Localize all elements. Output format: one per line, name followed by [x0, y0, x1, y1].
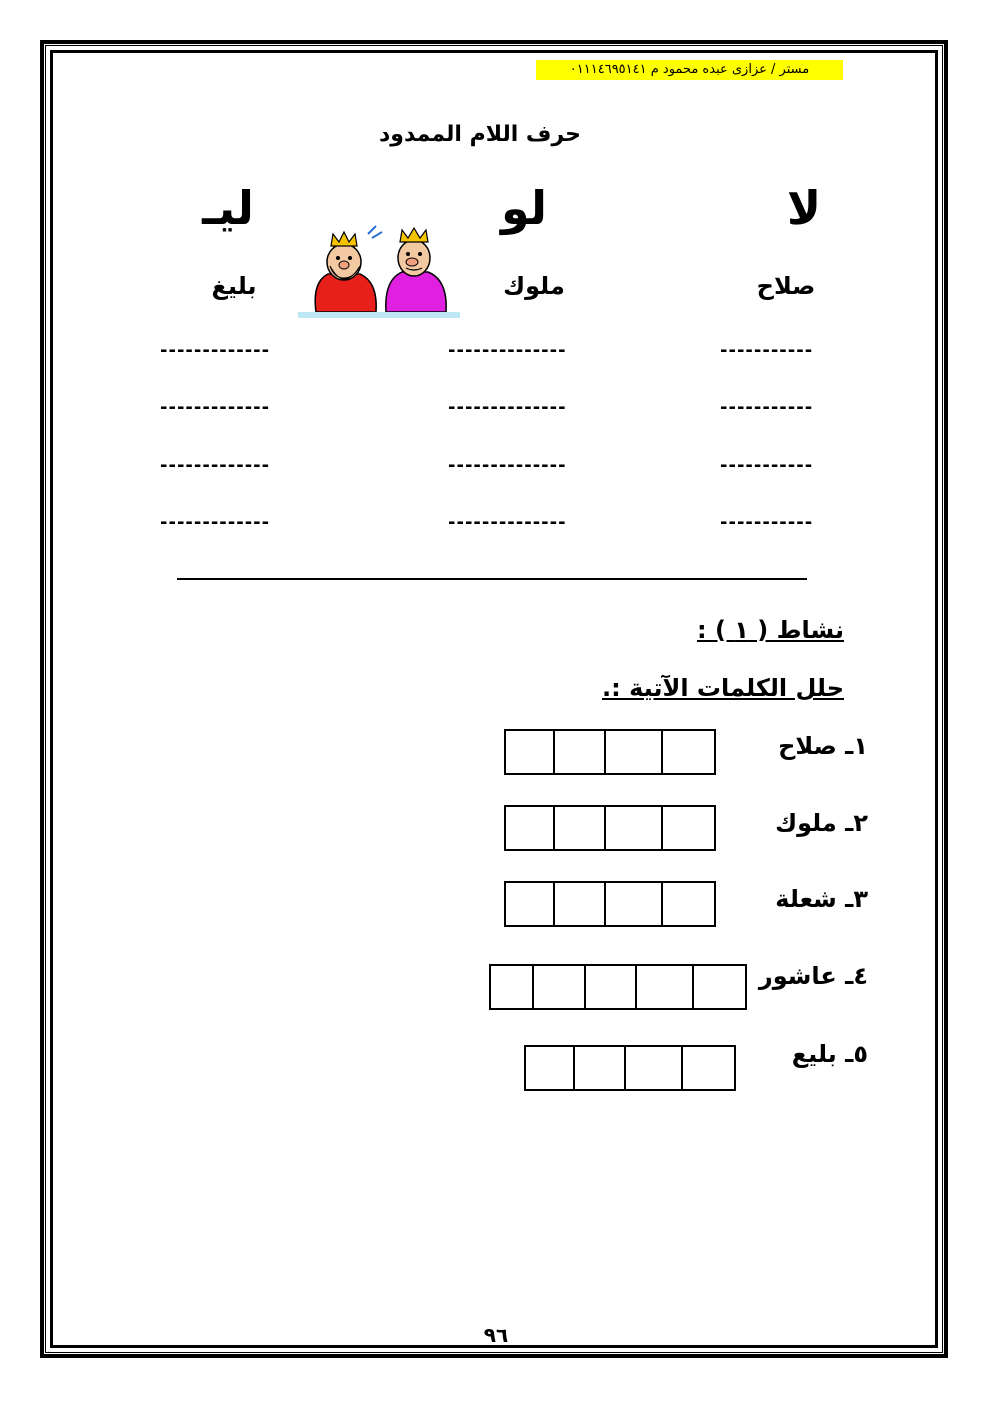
letter-boxes-1 [504, 729, 716, 775]
letter-box[interactable] [661, 731, 714, 773]
practice-line-left-4: ------------- [160, 512, 271, 533]
letter-box[interactable] [573, 1047, 624, 1089]
letter-box[interactable] [661, 807, 714, 849]
practice-line-middle-3: -------------- [448, 455, 567, 476]
letter-box[interactable] [553, 883, 604, 925]
letter-box[interactable] [604, 883, 661, 925]
letter-form-1: لا [786, 181, 822, 235]
practice-line-middle-4: -------------- [448, 512, 567, 533]
activity-item-4: ٤ـ عاشور [758, 962, 868, 990]
activity-heading: نشاط ( ١ ) : [697, 616, 844, 644]
example-word-1: صلاح [756, 272, 816, 300]
lesson-title: حرف اللام الممدود [378, 122, 582, 147]
letter-box[interactable] [692, 966, 745, 1008]
section-divider [177, 578, 807, 580]
activity-instruction: حلل الكلمات الآتية :. [602, 674, 844, 702]
activity-item-2: ٢ـ ملوك [775, 809, 868, 837]
practice-line-left-1: ------------- [160, 340, 271, 361]
letter-boxes-3 [504, 881, 716, 927]
kings-cartoon-image [298, 222, 460, 318]
practice-line-left-3: ------------- [160, 455, 271, 476]
letter-box[interactable] [526, 1047, 573, 1089]
practice-line-middle-1: -------------- [448, 340, 567, 361]
letter-box[interactable] [553, 807, 604, 849]
letter-box[interactable] [506, 883, 553, 925]
letter-box[interactable] [506, 807, 553, 849]
practice-line-left-2: ------------- [160, 397, 271, 418]
example-word-3: بليغ [211, 272, 257, 300]
letter-box[interactable] [604, 807, 661, 849]
letter-box[interactable] [553, 731, 604, 773]
letter-box[interactable] [584, 966, 635, 1008]
letter-box[interactable] [624, 1047, 681, 1089]
letter-box[interactable] [532, 966, 583, 1008]
practice-line-right-4: ----------- [720, 512, 814, 533]
letter-box[interactable] [635, 966, 692, 1008]
practice-line-middle-2: -------------- [448, 397, 567, 418]
letter-box[interactable] [661, 883, 714, 925]
letter-box[interactable] [491, 966, 532, 1008]
teacher-credit: مستر / عزازى عبده محمود م ٠١١١٤٦٩٥١٤١ [536, 60, 843, 80]
page-number: ٩٦ [483, 1323, 509, 1347]
letter-boxes-4 [489, 964, 747, 1010]
activity-item-3: ٣ـ شعلة [775, 885, 868, 913]
practice-line-right-3: ----------- [720, 455, 814, 476]
activity-item-5: ٥ـ بليع [791, 1040, 868, 1068]
letter-box[interactable] [604, 731, 661, 773]
practice-line-right-1: ----------- [720, 340, 814, 361]
letter-box[interactable] [681, 1047, 734, 1089]
practice-line-right-2: ----------- [720, 397, 814, 418]
example-word-2: ملوك [503, 272, 565, 300]
letter-box[interactable] [506, 731, 553, 773]
activity-item-1: ١ـ صلاح [778, 732, 868, 760]
letter-boxes-2 [504, 805, 716, 851]
letter-boxes-5 [524, 1045, 736, 1091]
letter-form-3: ليـ [202, 181, 254, 235]
letter-form-2: لو [500, 181, 548, 235]
